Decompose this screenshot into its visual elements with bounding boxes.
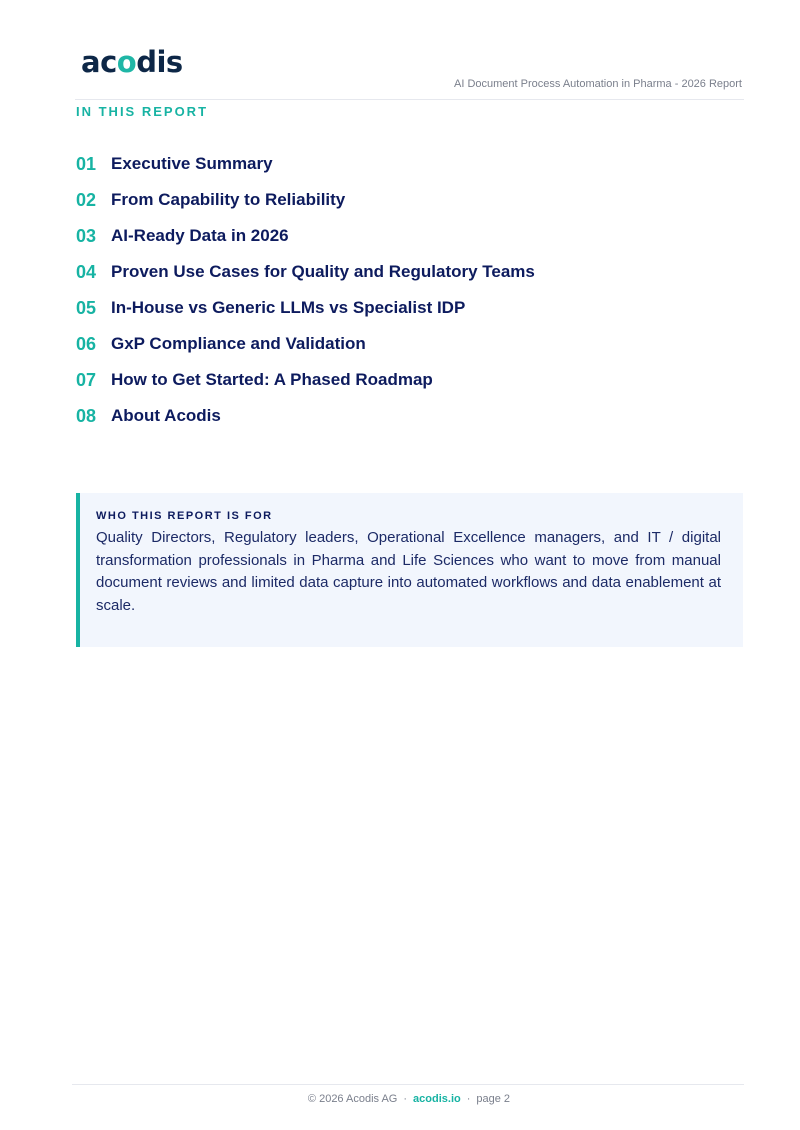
page-footer bbox=[0, 1093, 800, 1105]
logo-text-start: ac bbox=[81, 45, 117, 79]
toc-item-executive-summary[interactable] bbox=[76, 146, 535, 182]
footer-divider bbox=[72, 1084, 744, 1085]
footer-copyright: © 2026 Acodis AG bbox=[307, 1093, 398, 1105]
toc-item-number: 08 bbox=[76, 405, 97, 426]
toc-item-about-acodis[interactable] bbox=[76, 398, 535, 434]
toc-item-number: 02 bbox=[76, 189, 97, 210]
toc-item-number: 05 bbox=[76, 297, 97, 318]
toc-item-use-cases[interactable] bbox=[76, 254, 535, 290]
callout-label: WHO THIS REPORT IS FOR bbox=[96, 510, 273, 522]
toc-item-number: 07 bbox=[76, 369, 97, 390]
toc-item-title: From Capability to Reliability bbox=[111, 190, 346, 209]
header-divider bbox=[75, 99, 744, 100]
toc-item-number: 03 bbox=[76, 225, 97, 246]
toc-item-title: In-House vs Generic LLMs vs Specialist IDP bbox=[111, 298, 466, 317]
toc-heading: IN THIS REPORT bbox=[76, 104, 209, 119]
toc-item-number: 04 bbox=[76, 261, 97, 282]
toc-item-number: 06 bbox=[76, 333, 97, 354]
toc-item-capability-reliability[interactable] bbox=[76, 182, 535, 218]
footer-website-link[interactable]: acodis.io bbox=[413, 1093, 461, 1105]
toc-item-title: GxP Compliance and Validation bbox=[111, 334, 366, 353]
toc-item-number: 01 bbox=[76, 153, 97, 174]
toc-item-ai-ready-data[interactable] bbox=[76, 218, 535, 254]
toc-item-title: AI-Ready Data in 2026 bbox=[111, 226, 289, 245]
acodis-logo bbox=[81, 45, 183, 79]
report-title: AI Document Process Automation in Pharma - 2026 Report bbox=[454, 78, 742, 90]
toc-item-in-house-vs-llms[interactable] bbox=[76, 290, 535, 326]
logo-accent-letter: o bbox=[116, 45, 137, 79]
page-number: page 2 bbox=[476, 1093, 511, 1105]
toc-item-title: About Acodis bbox=[111, 406, 221, 425]
audience-callout bbox=[76, 493, 743, 647]
callout-text: Quality Directors, Regulatory leaders, Operational Excellence managers, and IT / digital transformation professionals in Pharma and Life Sciences who want to move from manual document reviews and limited data capture into automated workflows and data enablement at scale. bbox=[96, 529, 721, 614]
toc-item-title: Executive Summary bbox=[111, 154, 273, 173]
table-of-contents bbox=[76, 146, 535, 434]
toc-item-title: How to Get Started: A Phased Roadmap bbox=[111, 370, 433, 389]
footer-separator: · bbox=[403, 1093, 408, 1105]
footer-separator: · bbox=[466, 1093, 471, 1105]
logo-text-end: dis bbox=[136, 45, 183, 79]
toc-item-title: Proven Use Cases for Quality and Regulatory Teams bbox=[111, 262, 535, 281]
toc-item-gxp-compliance[interactable] bbox=[76, 326, 535, 362]
toc-item-roadmap[interactable] bbox=[76, 362, 535, 398]
